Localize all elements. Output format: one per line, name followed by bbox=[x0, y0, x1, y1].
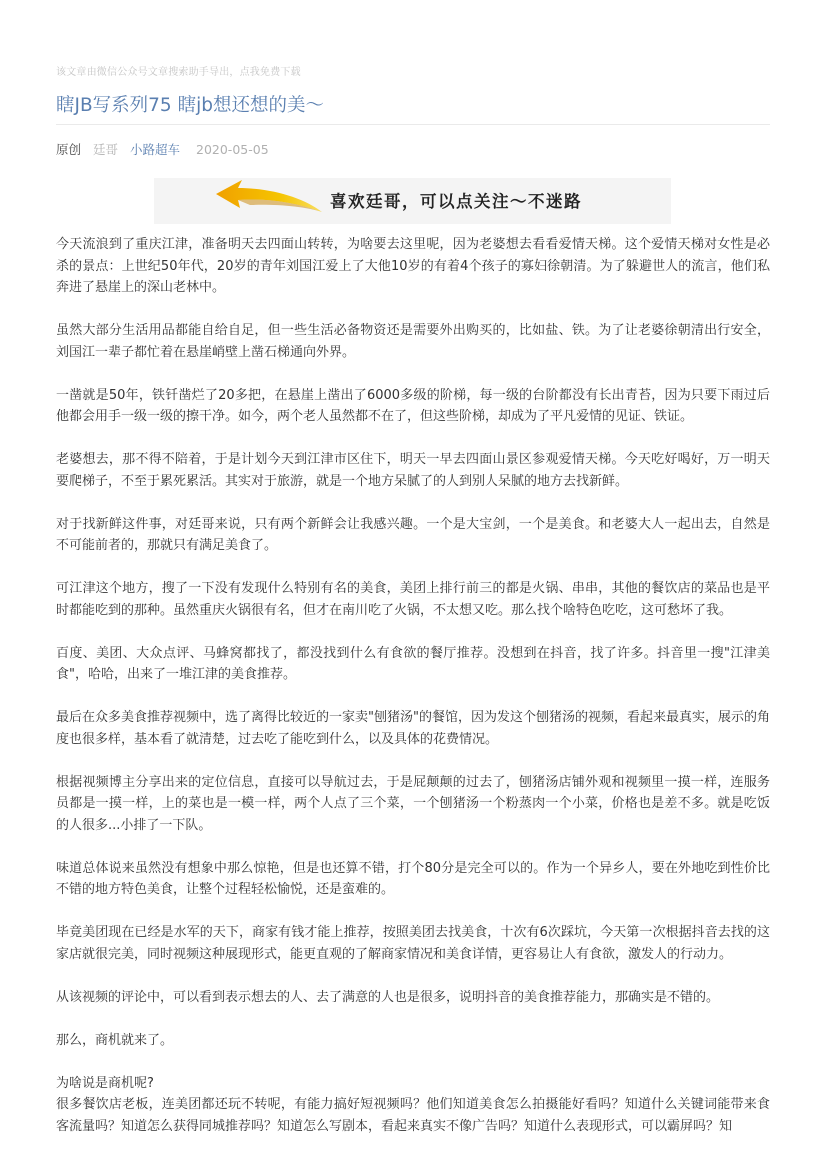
article-meta bbox=[56, 140, 277, 158]
paragraph: 很多餐饮店老板，连美团都还玩不转呢，有能力搞好短视频吗？他们知道美食怎么拍摄能好看吗？知道什么关键词能带来食客流量吗？知道怎么获得同城推荐吗？知道怎么写剧本，看起来真实不像广告吗？知道什么表现形式，可以霸屏吗？知 bbox=[56, 1097, 770, 1134]
paragraph: 百度、美团、大众点评、马蜂窝都找了，都没找到什么有食欲的餐厅推荐。没想到在抖音，找了许多。抖音里一搜"江津美食"，哈哈，出来了一堆江津的美食推荐。 bbox=[56, 645, 770, 682]
export-note-link[interactable]: 该文章由微信公众号文章搜索助手导出，点我免费下载 bbox=[56, 67, 301, 78]
paragraph: 对于找新鲜这件事，对廷哥来说，只有两个新鲜会让我感兴趣。一个是大宝剑，一个是美食。和老婆大人一起出去，自然是不可能前者的，那就只有满足美食了。 bbox=[56, 516, 770, 553]
article-body bbox=[56, 234, 770, 1159]
publish-date: 2020-05-05 bbox=[196, 142, 269, 157]
paragraph: 毕竟美团现在已经是水军的天下，商家有钱才能上推荐，按照美团去找美食，十次有6次踩坑，今天第一次根据抖音去找的这家店就很完美，同时视频这种展现形式，能更直观的了解商家情况和美食详情，更容易让人有食欲，激发人的行动力。 bbox=[56, 925, 770, 962]
article-title: 瞎JB写系列75 瞎jb想还想的美～ bbox=[56, 95, 324, 116]
follow-banner bbox=[154, 178, 671, 224]
paragraph: 可江津这个地方，搜了一下没有发现什么特别有名的美食，美团上排行前三的都是火锅、串串，其他的餐饮店的菜品也是平时都能吃到的那种。虽然重庆火锅很有名，但才在南川吃了火锅，不太想又吃。那么找个啥特色吃吃，这可愁坏了我。 bbox=[56, 581, 770, 618]
paragraph: 一凿就是50年，铁钎凿烂了20多把，在悬崖上凿出了6000多级的阶梯，每一级的台阶都没有长出青苔，因为只要下雨过后他都会用手一级一级的擦干净。如今，两个老人虽然都不在了，但这些阶梯，却成为了平凡爱情的见证、铁证。 bbox=[56, 387, 770, 424]
account-link[interactable]: 小路超车 bbox=[130, 142, 181, 157]
paragraph: 根据视频博主分享出来的定位信息，直接可以导航过去，于是屁颠颠的过去了，刨猪汤店铺外观和视频里一摸一样，连服务员都是一摸一样，上的菜也是一模一样，两个人点了三个菜，一个刨猪汤一个粉蒸肉一个小菜，价格也是差不多。就是吃饭的人很多...小排了一下队。 bbox=[56, 774, 770, 833]
original-label: 原创 bbox=[56, 142, 82, 157]
paragraph: 最后在众多美食推荐视频中，选了离得比较近的一家卖"刨猪汤"的餐馆，因为发这个刨猪汤的视频，看起来最真实，展示的角度也很多样，基本看了就清楚，过去吃了能吃到什么，以及具体的花费情况。 bbox=[56, 710, 770, 747]
paragraph: 老婆想去，那不得不陪着，于是计划今天到江津市区住下，明天一早去四面山景区参观爱情天梯。今天吃好喝好，万一明天要爬梯子，不至于累死累活。其实对于旅游，就是一个地方呆腻了的人到别人呆腻的地方去找新鲜。 bbox=[56, 452, 770, 489]
paragraph: 虽然大部分生活用品都能自给自足，但一些生活必备物资还是需要外出购买的，比如盐、铁。为了让老婆徐朝清出行安全，刘国江一辈子都忙着在悬崖峭壁上凿石梯通向外界。 bbox=[56, 323, 770, 360]
title-divider bbox=[56, 124, 770, 125]
paragraph: 那么，商机就来了。 bbox=[56, 1032, 174, 1048]
paragraph: 为啥说是商机呢? bbox=[56, 1075, 154, 1091]
paragraph: 从该视频的评论中，可以看到表示想去的人、去了满意的人也是很多，说明抖音的美食推荐能力，那确实是不错的。 bbox=[56, 989, 720, 1005]
paragraph: 今天流浪到了重庆江津，准备明天去四面山转转，为啥要去这里呢，因为老婆想去看看爱情天梯。这个爱情天梯对女性是必杀的景点：上世纪50年代，20岁的青年刘国江爱上了大他10岁的有着4个孩子的寡妇徐朝清。为了躲避世人的流言，他们私奔进了悬崖上的深山老林中。 bbox=[56, 237, 770, 295]
banner-text: 喜欢廷哥，可以点关注～不迷路 bbox=[330, 192, 582, 211]
paragraph: 味道总体说来虽然没有想象中那么惊艳，但是也还算不错，打个80分是完全可以的。作为一个异乡人，要在外地吃到性价比不错的地方特色美食，让整个过程轻松愉悦，还是蛮难的。 bbox=[56, 860, 770, 897]
author-name: 廷哥 bbox=[93, 142, 119, 157]
